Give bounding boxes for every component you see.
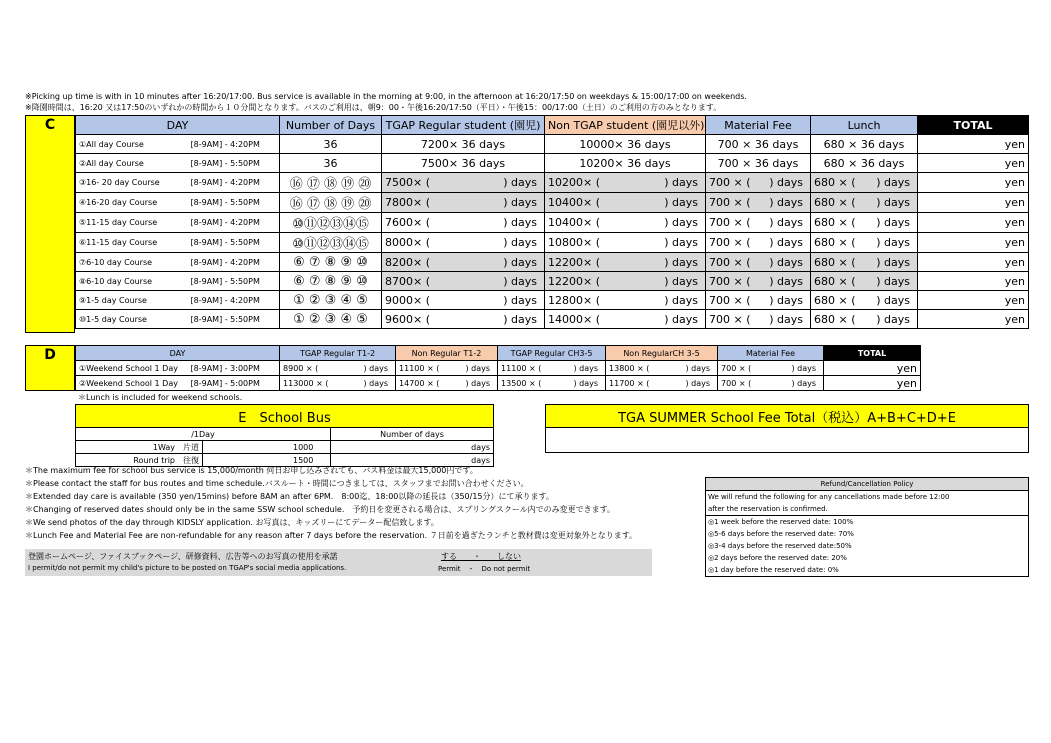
material-fee-days-suffix: ) days [769,216,804,229]
course-row [76,193,1029,213]
section-c-header-row [76,116,1029,135]
course-number-of-days[interactable]: ① ② ③ ④ ⑤ [280,291,382,310]
lunch-fee-price: 680 × ( [814,293,856,307]
tgap-fee-days-suffix: ) days [503,216,538,229]
course-name: ④16-20 day Course [76,193,188,213]
non-tgap-fee-price: 14000× ( [548,312,601,326]
non-tgap-fee-days-suffix: ) days [664,255,699,269]
non-ch35-fee-content [609,364,714,373]
lunch-fee[interactable] [811,310,918,329]
course-time: [8-9AM] - 5:50PM [188,193,280,213]
section-c-label-box [25,115,75,333]
bus-col-per-day: /1Day [76,428,331,441]
non-tgap-fee-content [548,176,702,189]
course-name: ⑦6-10 day Course [76,253,188,272]
weekend-material-fee-price: 700 × ( [721,378,752,388]
summer-total-table [545,404,1029,453]
course-name: ①All day Course [76,135,188,154]
c-header-total: TOTAL [918,116,1029,135]
section-d-header-row [76,346,921,361]
course-time: [8-9AM] - 5:50PM [188,272,280,291]
non-tgap-fee[interactable] [545,253,706,272]
lunch-fee-days-suffix: ) days [876,196,911,209]
d-header-total: TOTAL [824,346,921,361]
note-pickup-en: ※Picking up time is with in 10 minutes after 16:20/17:00. Bus service is available in the morning at 9:00, in the afternoon at 16:20/17:50 on weekdays & 15:00/17:00 on weekends. [25,92,747,101]
lunch-fee-content [814,256,914,269]
tgap-ch35-fee[interactable] [498,376,606,391]
non-tgap-fee[interactable] [545,173,706,193]
tgap-fee-days-suffix: ) days [503,274,538,288]
bus-days-unit: days [471,442,491,452]
course-time: [8-9AM] - 4:20PM [188,173,280,193]
non-tgap-fee-price: 12800× ( [548,293,601,307]
material-fee-content [709,275,807,288]
tgap-fee-price: 8000× ( [385,236,431,249]
bus-label-one-way: 1Way 片道 [76,441,203,454]
tgap-t12-fee-days-suffix: ) days [363,378,389,388]
section-c-letter: C [44,117,56,133]
tgap-fee-price: 9000× ( [385,293,431,307]
weekend-course-name: ②Weekend School 1 Day [76,376,188,391]
course-name: ③16- 20 day Course [76,173,188,193]
material-fee-days-suffix: ) days [769,236,804,249]
tgap-fee-days-suffix: ) days [503,236,538,249]
section-d-label-box [25,345,75,391]
non-tgap-fee-days-suffix: ) days [664,196,699,209]
non-t12-fee-days-suffix: ) days [465,363,491,373]
material-fee-content [709,196,807,209]
weekend-lunch-note: ＊Lunch is included for weekend schools. [78,393,243,402]
non-tgap-fee-days-suffix: ) days [664,176,699,189]
bus-days-one-way[interactable] [331,441,494,454]
non-ch35-fee[interactable] [606,376,718,391]
note-bus-routes: ＊Please contact the staff for bus routes and time schedule.バスルート・時間につきましては、スタッフまでお問い合わせください。 [25,479,529,488]
summer-total-field[interactable] [546,428,1029,453]
bus-price-round-trip: 1500 [203,454,331,467]
course-row [76,291,1029,310]
lunch-fee-content [814,313,914,326]
photo-consent-jp-options[interactable]: する ・ しない [441,552,521,561]
tgap-fee: 7200× 36 days [382,135,545,154]
material-fee-price: 700 × ( [709,293,751,307]
weekend-material-fee[interactable] [718,376,824,391]
non-ch35-fee[interactable] [606,361,718,376]
lunch-fee-content [814,294,914,307]
non-tgap-fee[interactable] [545,233,706,253]
weekend-material-fee-content [721,364,820,373]
course-total[interactable]: yen [918,291,1029,310]
material-fee[interactable] [706,213,811,233]
tgap-fee-days-suffix: ) days [503,293,538,307]
material-fee-price: 700 × ( [709,216,751,229]
lunch-fee-price: 680 × ( [814,255,856,269]
material-fee-content [709,216,807,229]
d-header-material-fee: Material Fee [718,346,824,361]
course-row [76,233,1029,253]
note-bus-max-fee: ＊The maximum fee for school bus service is 15,000/month 何日お申し込みされても、バス料金は最大15,000円です。 [25,466,478,475]
material-fee-price: 700 × ( [709,274,751,288]
course-total[interactable]: yen [918,135,1029,154]
weekend-material-fee-days-suffix: ) days [791,363,817,373]
non-tgap-fee-content [548,236,702,249]
tgap-fee[interactable] [382,272,545,291]
course-total[interactable]: yen [918,213,1029,233]
note-pickup-jp: ※降園時間は、16:20 又は17:50のいずれかの時間から１０分間となります。バスのご利用は、朝9：00・午後16:20/17:50（平日）・午後15：00/17:00（土日）のご利用の方のみとなります。 [25,103,722,112]
lunch-fee-content [814,196,914,209]
c-header-non-tgap: Non TGAP student (園児以外) [545,116,706,135]
lunch-fee-days-suffix: ) days [876,216,911,229]
refund-policy-intro-2: after the reservation is confirmed. [706,503,1029,516]
tgap-t12-fee-days-suffix: ) days [363,363,389,373]
course-row [76,253,1029,272]
refund-policy-item: ◎2 days before the reserved date: 20% [706,552,1029,564]
tgap-fee[interactable] [382,213,545,233]
course-time: [8-9AM] - 4:20PM [188,135,280,154]
lunch-fee: 680 × 36 days [811,135,918,154]
lunch-fee: 680 × 36 days [811,154,918,173]
tgap-fee-content [385,216,541,229]
material-fee-price: 700 × ( [709,196,751,209]
tgap-fee-days-suffix: ) days [503,312,538,326]
material-fee[interactable] [706,291,811,310]
non-tgap-fee-days-suffix: ) days [664,312,699,326]
refund-policy-item: ◎5-6 days before the reserved date: 70% [706,528,1029,540]
material-fee-days-suffix: ) days [769,293,804,307]
weekend-material-fee-price: 700 × ( [721,363,752,373]
photo-consent-jp: 登園ホームページ、ファイスブックページ、研修資料、広告等へのお写真の使用を承諾 [28,552,338,561]
non-tgap-fee-price: 10800× ( [548,236,601,249]
course-number-of-days[interactable]: ⑩⑪⑫⑬⑭⑮ [280,233,382,253]
course-total[interactable]: yen [918,154,1029,173]
lunch-fee-days-suffix: ) days [876,274,911,288]
non-ch35-fee-price: 11700 × ( [609,378,650,388]
weekend-row [76,376,921,391]
course-name: ⑤11-15 day Course [76,213,188,233]
lunch-fee[interactable] [811,291,918,310]
bus-price-one-way: 1000 [203,441,331,454]
material-fee-price: 700 × ( [709,255,751,269]
lunch-fee-price: 680 × ( [814,312,856,326]
course-number-of-days[interactable]: ⑯ ⑰ ⑱ ⑲ ⑳ [280,173,382,193]
course-name: ⑧6-10 day Course [76,272,188,291]
non-tgap-fee-price: 10200× ( [548,176,601,189]
tgap-ch35-fee-days-suffix: ) days [573,363,599,373]
weekend-material-fee-days-suffix: ) days [791,378,817,388]
tgap-fee-content [385,256,541,269]
non-tgap-fee-days-suffix: ) days [664,236,699,249]
non-ch35-fee-days-suffix: ) days [685,363,711,373]
non-tgap-fee-price: 12200× ( [548,255,601,269]
course-row [76,173,1029,193]
lunch-fee-days-suffix: ) days [876,293,911,307]
material-fee[interactable] [706,310,811,329]
note-non-refundable: ＊Lunch Fee and Material Fee are non-refundable for any reason after 7 days before the reservation. ７日前を過ぎたランチと教材費は変更対象外となります。 [25,531,638,540]
lunch-fee-days-suffix: ) days [876,236,911,249]
refund-policy-intro-1: We will refund the following for any cancellations made before 12:00 [706,491,1029,504]
photo-consent-bar [25,549,652,576]
non-tgap-fee: 10200× 36 days [545,154,706,173]
d-header-non-t12: Non Regular T1-2 [396,346,498,361]
tgap-t12-fee-price: 8900 × ( [283,363,319,373]
course-row [76,154,1029,173]
course-time: [8-9AM] - 4:20PM [188,253,280,272]
course-time: [8-9AM] - 4:20PM [188,213,280,233]
d-header-non-ch35: Non RegularCH 3-5 [606,346,718,361]
non-t12-fee-content [399,364,494,373]
tgap-fee-content [385,176,541,189]
weekend-total[interactable]: yen [824,376,921,391]
photo-consent-en-options[interactable]: Permit ・ Do not permit [438,565,531,573]
d-header-tgap-t12: TGAP Regular T1-2 [280,346,396,361]
material-fee[interactable] [706,193,811,213]
summer-total-title: TGA SUMMER School Fee Total（税込）A+B+C+D+E [546,405,1029,428]
refund-policy-item: ◎3-4 days before the reserved date:50% [706,540,1029,552]
c-header-lunch: Lunch [811,116,918,135]
d-header-tgap-ch35: TGAP Regular CH3-5 [498,346,606,361]
non-t12-fee[interactable] [396,361,498,376]
non-ch35-fee-days-suffix: ) days [685,378,711,388]
tgap-t12-fee-price: 113000 × ( [283,378,329,388]
material-fee: 700 × 36 days [706,135,811,154]
material-fee[interactable] [706,253,811,272]
tgap-fee-price: 8700× ( [385,274,431,288]
tgap-fee[interactable] [382,291,545,310]
non-tgap-fee[interactable] [545,213,706,233]
non-t12-fee-days-suffix: ) days [465,378,491,388]
course-time: [8-9AM] - 5:50PM [188,154,280,173]
non-tgap-fee-content [548,275,702,288]
non-tgap-fee-days-suffix: ) days [664,216,699,229]
course-row [76,310,1029,329]
tgap-fee[interactable] [382,310,545,329]
material-fee-content [709,294,807,307]
tgap-fee[interactable] [382,173,545,193]
non-tgap-fee-content [548,256,702,269]
weekend-material-fee[interactable] [718,361,824,376]
weekend-material-fee-content [721,379,820,388]
tgap-fee: 7500× 36 days [382,154,545,173]
tgap-fee-price: 8200× ( [385,255,431,269]
bus-label-round-trip: Round trip 往復 [76,454,203,467]
lunch-fee-days-suffix: ) days [876,255,911,269]
course-name: ⑩1-5 day Course [76,310,188,329]
c-header-day: DAY [76,116,280,135]
section-d-table [75,345,921,391]
section-d-letter: D [44,347,56,363]
course-time: [8-9AM] - 5:50PM [188,233,280,253]
bus-row-one-way [76,441,494,454]
course-number-of-days[interactable]: ⑥ ⑦ ⑧ ⑨ ⑩ [280,253,382,272]
course-name: ⑥11-15 day Course [76,233,188,253]
course-total[interactable]: yen [918,272,1029,291]
tgap-fee-days-suffix: ) days [503,255,538,269]
non-tgap-fee-price: 10400× ( [548,216,601,229]
course-number-of-days[interactable]: ⑩⑪⑫⑬⑭⑮ [280,213,382,233]
non-ch35-fee-content [609,379,714,388]
lunch-fee-content [814,216,914,229]
tgap-fee-content [385,275,541,288]
course-name: ⑨1-5 day Course [76,291,188,310]
course-total[interactable]: yen [918,233,1029,253]
non-tgap-fee[interactable] [545,272,706,291]
refund-policy-table [705,477,1029,577]
tgap-fee-days-suffix: ) days [503,196,538,209]
non-tgap-fee[interactable] [545,310,706,329]
course-time: [8-9AM] - 5:50PM [188,310,280,329]
c-header-tgap-regular: TGAP Regular student (園児) [382,116,545,135]
non-tgap-fee-content [548,313,702,326]
lunch-fee[interactable] [811,233,918,253]
material-fee-content [709,313,807,326]
tgap-fee-content [385,196,541,209]
material-fee-price: 700 × ( [709,236,751,249]
tgap-fee-price: 7800× ( [385,196,431,209]
material-fee-days-suffix: ) days [769,196,804,209]
material-fee-content [709,236,807,249]
section-c-table [75,115,1029,329]
lunch-fee-days-suffix: ) days [876,176,911,189]
lunch-fee-price: 680 × ( [814,176,856,189]
material-fee-days-suffix: ) days [769,274,804,288]
note-photos: ＊We send photos of the day through KIDSLY application. お写真は、キッズリーにてデーター配信致します。 [25,518,439,527]
tgap-t12-fee-content [283,379,392,388]
lunch-fee-days-suffix: ) days [876,312,911,326]
note-extended-care: ＊Extended day care is available (350 yen/15mins) before 8AM an after 6PM. 8:00迄、18:00以降の延長は（350/15分）にて承ります。 [25,492,554,501]
course-number-of-days[interactable]: ⑯ ⑰ ⑱ ⑲ ⑳ [280,193,382,213]
tgap-fee[interactable] [382,253,545,272]
course-total[interactable]: yen [918,193,1029,213]
lunch-fee-content [814,275,914,288]
tgap-t12-fee[interactable] [280,361,396,376]
lunch-fee-price: 680 × ( [814,196,856,209]
material-fee-days-suffix: ) days [769,255,804,269]
course-number-of-days[interactable]: 36 [280,154,382,173]
refund-policy-title: Refund/Cancellation Policy [706,478,1029,491]
lunch-fee-content [814,236,914,249]
material-fee-price: 700 × ( [709,176,751,189]
course-total[interactable]: yen [918,253,1029,272]
course-number-of-days[interactable]: 36 [280,135,382,154]
material-fee[interactable] [706,173,811,193]
tgap-fee-content [385,236,541,249]
lunch-fee[interactable] [811,193,918,213]
course-number-of-days[interactable]: ⑥ ⑦ ⑧ ⑨ ⑩ [280,272,382,291]
lunch-fee-price: 680 × ( [814,236,856,249]
non-t12-fee-content [399,379,494,388]
tgap-fee[interactable] [382,233,545,253]
course-time: [8-9AM] - 4:20PM [188,291,280,310]
non-tgap-fee[interactable] [545,193,706,213]
lunch-fee[interactable] [811,253,918,272]
course-row [76,213,1029,233]
tgap-fee-content [385,294,541,307]
course-number-of-days[interactable]: ① ② ③ ④ ⑤ [280,310,382,329]
material-fee[interactable] [706,233,811,253]
material-fee-price: 700 × ( [709,312,751,326]
weekend-course-name: ①Weekend School 1 Day [76,361,188,376]
tgap-ch35-fee-price: 13500 × ( [501,378,542,388]
weekend-row [76,361,921,376]
tgap-fee-price: 9600× ( [385,312,431,326]
non-tgap-fee-price: 10400× ( [548,196,601,209]
lunch-fee-price: 680 × ( [814,274,856,288]
c-header-number-of-days: Number of Days [280,116,382,135]
material-fee-content [709,256,807,269]
non-tgap-fee-price: 12200× ( [548,274,601,288]
tgap-fee[interactable] [382,193,545,213]
weekend-course-time: [8-9AM] - 3:00PM [188,361,280,376]
material-fee[interactable] [706,272,811,291]
lunch-fee[interactable] [811,272,918,291]
non-tgap-fee-days-suffix: ) days [664,274,699,288]
non-t12-fee-price: 11100 × ( [399,363,440,373]
tgap-ch35-fee-days-suffix: ) days [573,378,599,388]
tgap-fee-content [385,313,541,326]
non-t12-fee[interactable] [396,376,498,391]
tgap-ch35-fee[interactable] [498,361,606,376]
c-header-material-fee: Material Fee [706,116,811,135]
material-fee-days-suffix: ) days [769,176,804,189]
bus-days-unit: days [471,455,491,465]
course-row [76,135,1029,154]
non-tgap-fee-content [548,294,702,307]
tgap-ch35-fee-content [501,379,602,388]
school-bus-table [75,404,494,467]
tgap-ch35-fee-price: 11100 × ( [501,363,542,373]
material-fee-content [709,176,807,189]
lunch-fee-content [814,176,914,189]
non-tgap-fee: 10000× 36 days [545,135,706,154]
lunch-fee[interactable] [811,213,918,233]
non-tgap-fee-content [548,216,702,229]
lunch-fee-price: 680 × ( [814,216,856,229]
tgap-fee-days-suffix: ) days [503,176,538,189]
non-tgap-fee-content [548,196,702,209]
course-total[interactable]: yen [918,173,1029,193]
bus-col-number-of-days: Number of days [331,428,494,441]
non-tgap-fee-days-suffix: ) days [664,293,699,307]
course-total[interactable]: yen [918,310,1029,329]
course-name: ②All day Course [76,154,188,173]
weekend-course-time: [8-9AM] - 5:00PM [188,376,280,391]
refund-policy-item: ◎1 day before the reserved date: 0% [706,564,1029,577]
tgap-t12-fee-content [283,364,392,373]
non-tgap-fee[interactable] [545,291,706,310]
lunch-fee[interactable] [811,173,918,193]
course-row [76,272,1029,291]
non-t12-fee-price: 14700 × ( [399,378,440,388]
material-fee-days-suffix: ) days [769,312,804,326]
non-ch35-fee-price: 13800 × ( [609,363,650,373]
d-header-day: DAY [76,346,280,361]
note-changing-dates: ＊Changing of reserved dates should only be in the same SSW school schedule. 予約日を変更される場合は、スプリングスクール内でのみ変更できます。 [25,505,616,514]
tgap-t12-fee[interactable] [280,376,396,391]
tgap-fee-price: 7600× ( [385,216,431,229]
material-fee: 700 × 36 days [706,154,811,173]
weekend-total[interactable]: yen [824,361,921,376]
refund-policy-item: ◎1 week before the reserved date: 100% [706,516,1029,529]
photo-consent-en: I permit/do not permit my child's picture to be posted on TGAP's social media applications. [28,564,347,572]
school-bus-title: E School Bus [76,405,494,428]
tgap-ch35-fee-content [501,364,602,373]
tgap-fee-price: 7500× ( [385,176,431,189]
